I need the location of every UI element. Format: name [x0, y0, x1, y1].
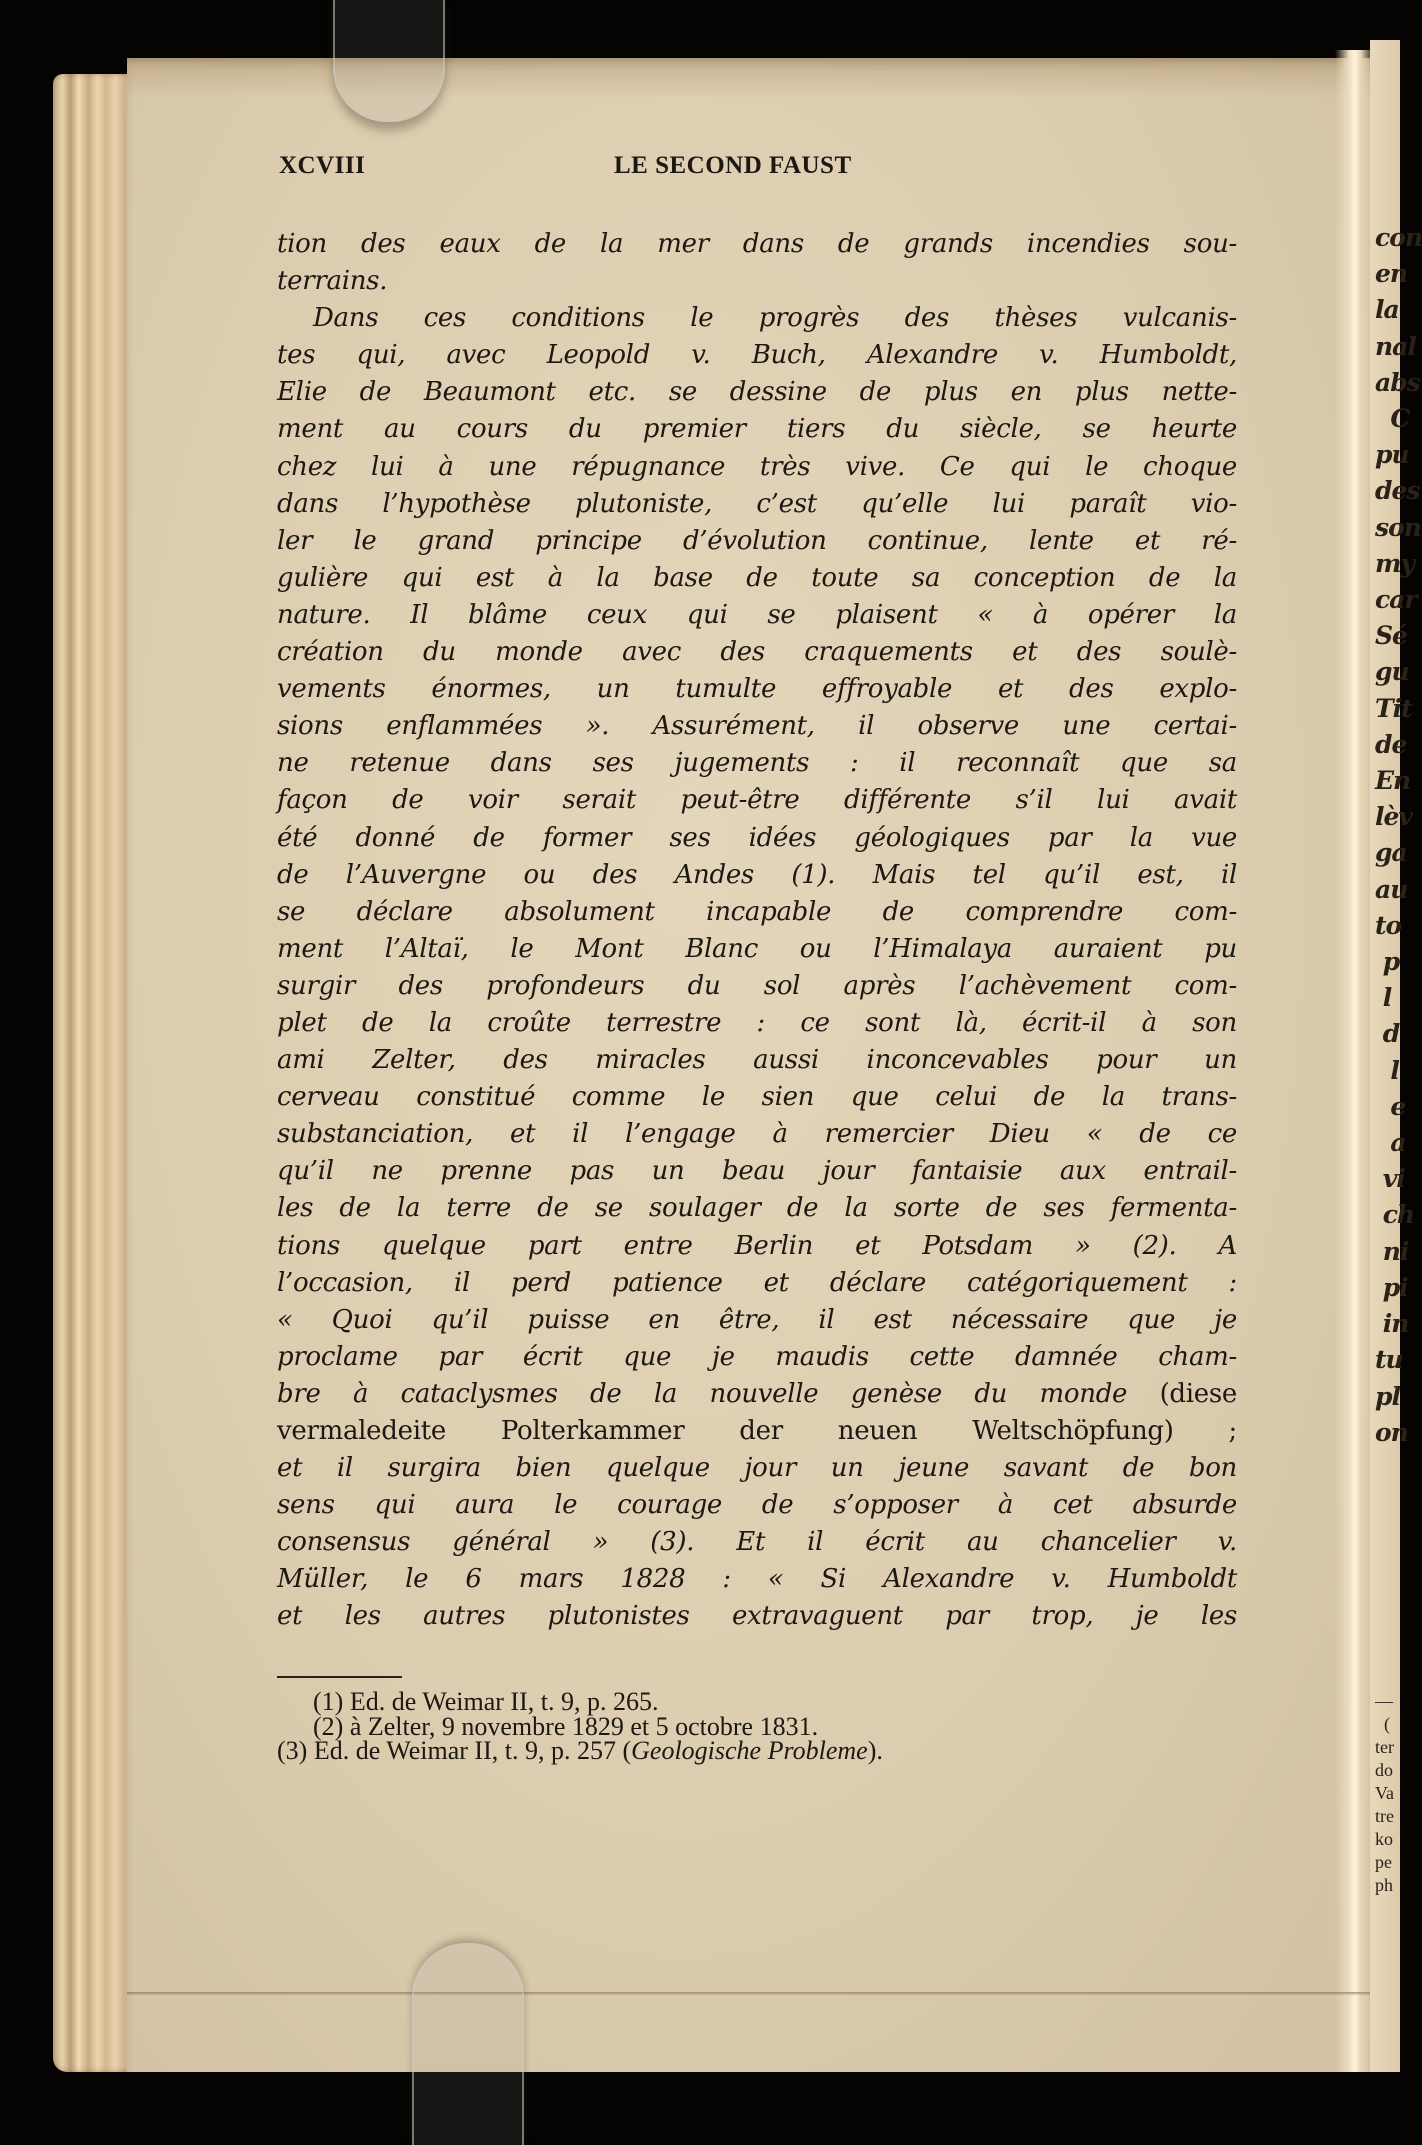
text-line: tions quelque part entre Berlin et Potsdam » (2). A	[277, 1230, 1237, 1261]
facing-page-line: d	[1375, 1019, 1400, 1049]
text-line: surgir des profondeurs du sol après l’achèvement com-	[277, 970, 1237, 1001]
facing-page-line: car	[1375, 585, 1417, 615]
facing-page-line: des	[1375, 476, 1420, 506]
text-line: été donné de former ses idées géologiques par la vue	[277, 822, 1237, 853]
facing-page-line: en	[1375, 259, 1408, 289]
facing-page-line: Tit	[1375, 693, 1412, 723]
text-line: se déclare absolument incapable de comprendre com-	[277, 896, 1237, 927]
text-line: Dans ces conditions le progrès des thèses vulcanis-	[313, 303, 1237, 334]
text-line: vermaledeite Polterkammer der neuen Weltschöpfung) ;	[277, 1416, 1237, 1446]
text-line: terrains.	[277, 266, 388, 297]
text-line: qu’il ne prenne pas un beau jour fantaisie aux entrail-	[277, 1156, 1237, 1187]
text-line: ami Zelter, des miracles aussi inconcevables pour un	[277, 1045, 1237, 1076]
text-line: Müller, le 6 mars 1828 : « Si Alexandre v. Humboldt	[277, 1564, 1237, 1595]
footnote: (1) Ed. de Weimar II, t. 9, p. 265.	[313, 1687, 659, 1716]
facing-page-line: to	[1375, 910, 1402, 940]
facing-page-line: con	[1375, 223, 1422, 252]
text-line: façon de voir serait peut-être différente s’il lui avait	[277, 785, 1237, 816]
facing-page-line: Sé	[1375, 621, 1407, 651]
footnote-marker: (2)	[313, 1711, 350, 1741]
text-line: tes qui, avec Leopold v. Buch, Alexandre v. Humboldt,	[277, 340, 1237, 371]
facing-page-line: my	[1375, 548, 1414, 578]
text-line: proclame par écrit que je maudis cette damnée cham-	[277, 1341, 1237, 1372]
text-line: vements énormes, un tumulte effroyable et des explo-	[277, 674, 1237, 705]
facing-page-line: vi	[1375, 1164, 1405, 1194]
facing-page-line: la	[1375, 295, 1399, 325]
facing-page-line: l	[1375, 1055, 1399, 1085]
text-line: « Quoi qu’il puisse en être, il est nécessaire que je	[277, 1304, 1237, 1335]
text-line: l’occasion, il perd patience et déclare catégoriquement :	[277, 1267, 1237, 1298]
facing-page-footnotes	[1375, 1690, 1394, 1897]
body-text	[277, 226, 1237, 1636]
footnote-rule	[277, 1676, 402, 1678]
facing-page-line: son	[1375, 512, 1421, 542]
facing-page-line: C	[1375, 404, 1410, 434]
footnote-marker: (1)	[313, 1687, 350, 1716]
running-title: LE SECOND FAUST	[614, 152, 852, 179]
facing-page-line: l	[1375, 983, 1392, 1013]
facing-page-line: on	[1375, 1417, 1408, 1447]
facing-page-note-line: (	[1375, 1714, 1390, 1734]
text-line: création du monde avec des craquements et des soulè-	[277, 637, 1237, 668]
text-line: Elie de Beaumont etc. se dessine de plus en plus nette-	[277, 377, 1237, 408]
text-line: bre à cataclysmes de la nouvelle genèse du monde (diese	[277, 1378, 1237, 1409]
facing-page-line: pl	[1375, 1381, 1400, 1411]
text-line: et les autres plutonistes extravaguent par trop, je les	[277, 1601, 1237, 1632]
facing-page-line: abs	[1375, 367, 1420, 397]
facing-page-line: de	[1375, 729, 1407, 759]
footnotes	[277, 1687, 1237, 1765]
facing-page-line: ni	[1375, 1236, 1409, 1266]
text-line: tion des eaux de la mer dans de grands incendies sou-	[277, 229, 1237, 259]
facing-page-line: gu	[1375, 657, 1409, 687]
page-clip-top	[333, 0, 445, 122]
facing-page-line: lèv	[1375, 802, 1412, 832]
page-clip-bottom	[412, 1943, 524, 2145]
text-line: chez lui à une répugnance très vive. Ce qui le choque	[277, 451, 1237, 482]
footnote-marker: (3)	[277, 1736, 314, 1765]
facing-page-line: pi	[1375, 1272, 1408, 1302]
facing-page-edge	[1370, 40, 1422, 2072]
text-line: consensus général » (3). Et il écrit au chancelier v.	[277, 1527, 1237, 1558]
text-line: les de la terre de se soulager de la sorte de ses fermenta-	[277, 1193, 1237, 1224]
text-line: nature. Il blâme ceux qui se plaisent « à opérer la	[277, 599, 1237, 630]
facing-page-text	[1375, 220, 1422, 1451]
facing-page-line: ch	[1375, 1200, 1415, 1230]
facing-page-note-line: ko	[1375, 1829, 1393, 1849]
text-line: gulière qui est à la base de toute sa conception de la	[277, 562, 1237, 593]
text-line: substanciation, et il l’engage à remercier Dieu « de ce	[277, 1119, 1237, 1150]
footnote: (2) à Zelter, 9 novembre 1829 et 5 octobre 1831.	[313, 1711, 819, 1741]
facing-page-line: in	[1375, 1309, 1409, 1339]
page-number: XCVIII	[279, 152, 366, 179]
facing-page-line: En	[1375, 766, 1411, 796]
text-line: dans l’hypothèse plutoniste, c’est qu’elle lui paraît vio-	[277, 488, 1237, 519]
text-line: plet de la croûte terrestre : ce sont là, écrit-il à son	[277, 1007, 1237, 1038]
facing-page-note-line: ter	[1375, 1737, 1394, 1757]
facing-page-note-line: ph	[1375, 1875, 1393, 1895]
text-line: et il surgira bien quelque jour un jeune savant de bon	[277, 1453, 1237, 1484]
footnote: (3) Ed. de Weimar II, t. 9, p. 257 (Geologische Probleme).	[277, 1736, 883, 1765]
book-gutter	[1335, 50, 1375, 2072]
facing-page-note-line: —	[1375, 1691, 1393, 1711]
facing-page-line: p	[1375, 947, 1400, 977]
text-line: ment au cours du premier tiers du siècle, se heurte	[277, 414, 1237, 445]
facing-page-note-line: tre	[1375, 1806, 1394, 1826]
running-head	[277, 152, 1237, 188]
facing-page-line: a	[1375, 1128, 1406, 1158]
page-fold-line	[127, 1992, 1370, 1995]
text-line: ne retenue dans ses jugements : il reconnaît que sa	[277, 748, 1237, 779]
text-line: ler le grand principe d’évolution continue, lente et ré-	[277, 525, 1237, 556]
facing-page-line: nal	[1375, 331, 1416, 361]
facing-page-line: pu	[1375, 440, 1409, 470]
text-line: ment l’Altaï, le Mont Blanc ou l’Himalaya auraient pu	[277, 933, 1237, 964]
text-line: sens qui aura le courage de s’opposer à cet absurde	[277, 1490, 1237, 1521]
text-line: de l’Auvergne ou des Andes (1). Mais tel qu’il est, il	[277, 859, 1237, 890]
facing-page-note-line: pe	[1375, 1852, 1392, 1872]
facing-page-line: e	[1375, 1091, 1406, 1121]
facing-page-note-line: Va	[1375, 1783, 1394, 1803]
facing-page-note-line: do	[1375, 1760, 1393, 1780]
text-line: cerveau constitué comme le sien que celui de la trans-	[277, 1082, 1237, 1113]
text-line: sions enflammées ». Assurément, il observe une certai-	[277, 711, 1237, 742]
facing-page-line: au	[1375, 874, 1408, 904]
facing-page-line: tu	[1375, 1345, 1403, 1375]
facing-page-line: ga	[1375, 838, 1407, 868]
page-stack-edge	[53, 74, 133, 2072]
